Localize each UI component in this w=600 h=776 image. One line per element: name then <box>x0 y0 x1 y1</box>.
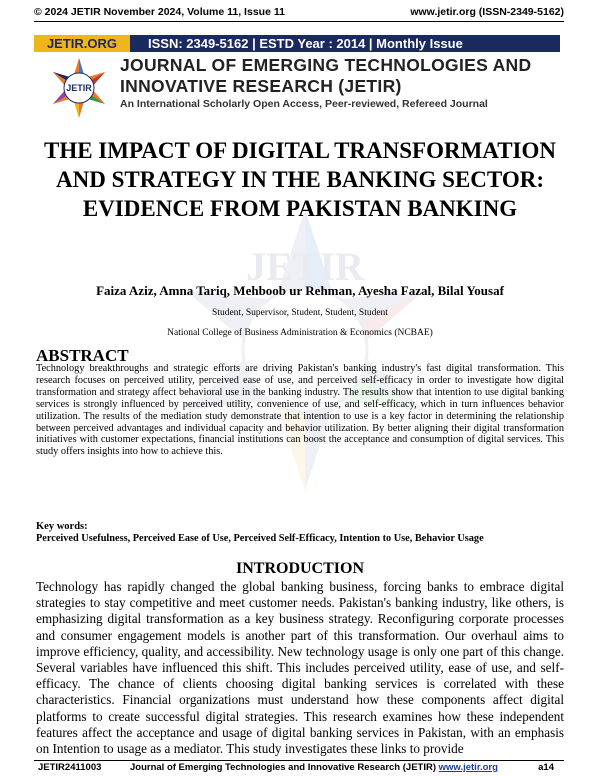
journal-name-line2: INNOVATIVE RESEARCH (JETIR) <box>120 76 402 96</box>
page-number: a14 <box>538 762 554 773</box>
author-roles: Student, Supervisor, Student, Student, Student <box>212 308 388 318</box>
abstract-body: Technology breakthroughs and strategic efforts are driving Pakistan's banking industry's fast digital transformation. This research focuses on perceived utility, perceived ease of use, and perceived self-efficacy in order to investigate how digital transformation and strategy affect behavioral use in the banking industry. The results show that intention to use digital banking services is strongly influenced by perceived utility, convenience of use, and self-efficacy, which in turn influences behavior utilization. The results of the mediation study demonstrate that intention to use is a key factor in determining the relationship between perceived advantages and individual capacity and behavior utilization. By better aligning their digital transformation initiatives with customer expectations, financial institutions can boost the acceptance and consumption of digital services. This study offers insights into how to achieve this. <box>36 363 564 458</box>
footer-journal <box>130 762 498 773</box>
keywords-list: Perceived Usefulness, Perceived Ease of Use, Perceived Self-Efficacy, Intention to Use, Behavior Usage <box>36 533 484 544</box>
website-issn-line: www.jetir.org (ISSN-2349-5162) <box>410 6 564 18</box>
footer-rule <box>34 760 564 761</box>
introduction-body: Technology has rapidly changed the global banking business, forcing banks to embrace digital strategies to stay competitive and meet customer needs. Pakistan's banking industry, like others, is emphasizing digital transformation as a key business strategy. Reconfiguring corporate processes and consumer engagement models is another part of this transformation. Our overhaul aims to improve efficiency, quality, and accessibility. New technology usage is only one part of this change. Several variables have influenced this shift. This includes perceived utility, ease of use, and self-efficacy. The chance of clients choosing digital banking services is correlated with these characteristics. Financial organizations must understand how these components affect digital platforms to create successful digital strategies. This research examines how these independent features affect the acceptance and usage of digital banking services in Pakistan, with an emphasis on Intention to usage as a mediator. This study investigates these links to provide <box>36 579 564 757</box>
author-affiliation: National College of Business Administration & Economics (NCBAE) <box>167 328 433 338</box>
copyright-line: © 2024 JETIR November 2024, Volume 11, Issue 11 <box>34 6 285 18</box>
header-rule <box>34 21 564 22</box>
paper-id: JETIR2411003 <box>38 762 102 773</box>
paper-authors: Faiza Aziz, Amna Tariq, Mehboob ur Rehman, Ayesha Fazal, Bilal Yousaf <box>96 283 504 298</box>
introduction-heading: INTRODUCTION <box>235 560 364 577</box>
brand-badge: JETIR.ORG <box>34 35 130 52</box>
footer-journal-name: Journal of Emerging Technologies and Innovative Research (JETIR) <box>130 762 436 773</box>
paper-title: THE IMPACT OF DIGITAL TRANSFORMATION AND STRATEGY IN THE BANKING SECTOR: EVIDENCE FROM PAKISTAN BANKING <box>43 138 557 221</box>
logo-text: JETIR <box>66 83 92 93</box>
issn-text: ISSN: 2349-5162 | ESTD Year : 2014 | Monthly Issue <box>148 36 463 51</box>
journal-tagline: An International Scholarly Open Access, Peer-reviewed, Refereed Journal <box>120 98 488 110</box>
running-header <box>34 6 564 20</box>
abstract-heading: ABSTRACT <box>36 346 129 365</box>
jetir-logo-icon <box>45 52 113 120</box>
journal-name-line1: JOURNAL OF EMERGING TECHNOLOGIES AND <box>120 55 532 75</box>
watermark-text: JETIR <box>246 244 364 289</box>
footer-url-link[interactable]: www.jetir.org <box>438 762 498 773</box>
keywords-heading: Key words: <box>36 521 88 532</box>
